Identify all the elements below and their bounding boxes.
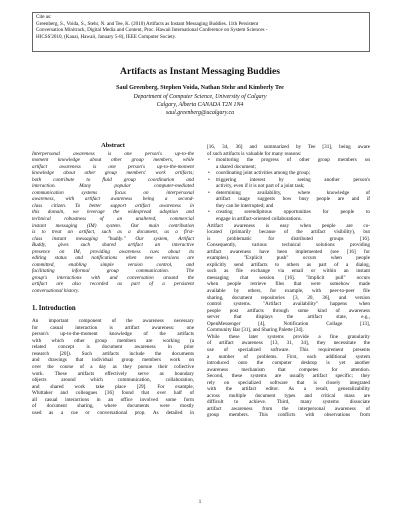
list-item (207, 190, 370, 210)
text-line: communication systems focus on interpersonal (32, 189, 194, 196)
text-line: knowledge about other group members' work artifacts; (32, 170, 194, 177)
text-line: Whittaker and colleagues [36] found that over half of (32, 390, 194, 397)
text-line: is to treat an artifact, such as a document, as a first- (32, 229, 194, 236)
awareness-benefits-list (207, 157, 370, 222)
text-line: of document sharing, where documents were mostly (32, 403, 194, 410)
abstract-text (32, 151, 194, 295)
affiliation-department: Department of Computer Science, University of Calgary (133, 94, 267, 100)
body-text (207, 223, 370, 419)
text-line: moment knowledge about other group members, while (32, 157, 194, 164)
text-line: presence on IM, providing awareness cues about its (32, 248, 194, 255)
text-line: facilitating informal group communication. The (32, 268, 194, 275)
text-line: introduced onto the computer desktop is yet another (207, 360, 370, 367)
text-line: a number of problems. First, each additional system (207, 353, 370, 360)
bullet-icon: • (208, 189, 210, 196)
text-line: difficult to achieve. Third, many systems dissociate (207, 399, 370, 406)
introduction-text (32, 318, 194, 416)
text-line: Buddy, gives such shared artifact an interactive (32, 242, 194, 249)
text-line: explicitly send artifacts to others as part of a dialog, (207, 261, 370, 268)
bullet-icon: • (208, 170, 210, 177)
paper-title: Artifacts as Instant Messaging Buddies (120, 66, 280, 77)
text-line: available by others, for example, with peer-to-peer file (207, 288, 370, 295)
text-line: for casual interaction is artifact awareness: one (32, 324, 194, 331)
text-line: work. These artifacts effectively serve as boundary (32, 370, 194, 377)
text-line: group's interactions with and conversation around the (32, 274, 194, 281)
introduction-heading: 1. Introduction (32, 304, 76, 312)
text-line: artifact awareness from the interpersonal awareness of (207, 405, 370, 412)
text-line: class citizen. To better support artifact awareness in (32, 202, 194, 209)
paper-authors: Saul Greenberg, Stephen Voida, Nathan Stehr and Kimberly Tee (116, 85, 284, 91)
text-line: technical robustness of an unaltered, commercial (32, 216, 194, 223)
text-line: of such artifacts is valuable for many reasons: (207, 150, 302, 157)
author-email: saul.greenberg@ucalgary.ca (165, 110, 235, 116)
bullet-icon: • (208, 157, 210, 164)
text-line: class instant messaging "buddy." Our system, Artifact (32, 235, 194, 242)
citation-line: Cite as: (36, 14, 52, 20)
text-line: with which other group members are working (a (32, 337, 194, 344)
text-line: awareness, with artifact awareness being a second- (32, 196, 194, 203)
text-line: such as file exchange via email or within an instant (207, 268, 370, 275)
abstract-heading: Abstract (101, 142, 125, 149)
text-line: An important component of the awareness necessary (32, 318, 194, 325)
list-item (207, 157, 370, 170)
text-line: awareness mechanism that competes for attention. (207, 366, 370, 373)
citation-line: HICSS'2010, (Kauai, Hawaii, January 5-8), IEEE Computer Society. (36, 33, 177, 40)
text-line: engage in artifact-oriented collaborations. (216, 216, 302, 223)
text-line: messaging chat session [16]. "Implicit pull" occurs (207, 274, 370, 281)
text-line: people post artifacts through some kind of awareness (207, 307, 370, 314)
bullet-icon: • (208, 176, 210, 183)
text-line: artifact awareness have been implemented (see [16] for (207, 248, 370, 255)
text-line: located (primarily because of the artifact visibility), but (207, 229, 370, 236)
text-line: artifact are also recorded as part of a persistent (32, 281, 194, 288)
text-line: when people retrieve files that were somehow made (207, 281, 370, 288)
text-line: Community Bar [31], and Sharing Palette [34]. (207, 327, 304, 334)
text-line: related concept is document awareness in prior (32, 344, 194, 351)
text-line: rely on specialized software that is closely integrated (207, 379, 370, 386)
text-line: group members. This conflicts with observations from (207, 412, 370, 419)
text-line: OpenMessenger [4], Notification Collage [13], (207, 320, 370, 327)
text-line: and shared work take place [29]. For example, (32, 383, 194, 390)
text-line: While these later systems provide a fine granularity (207, 333, 370, 340)
text-line: Second, these systems are usually artifact specific; they (207, 373, 370, 380)
text-line: activity, even if it is not part of a joint task; (216, 183, 305, 190)
text-line: is problematic for distributed groups [16]. (207, 235, 370, 242)
text-line: triggering interest by seeing another person's (216, 176, 370, 183)
text-line: this domain, we leverage the widespread adoption and (32, 209, 194, 216)
text-line: and drawings that individual group members work on (32, 357, 194, 364)
right-column (207, 144, 370, 419)
text-line: examples). "Explicit push" occurs when people (207, 255, 370, 262)
affiliation-city: Calgary, Alberta CANADA T2N 1N4 (156, 102, 244, 108)
text-line: coordinating joint activities among the group; (216, 170, 311, 177)
left-column (32, 143, 194, 416)
text-line: all casual interactions in an office involved some form (32, 396, 194, 403)
text-line: research [20]). Such artifacts include the documents (32, 350, 194, 357)
text-line: of artifact awareness [13, 31, 34], they necessitate the (207, 340, 370, 347)
text-line: conversational history. (32, 288, 80, 295)
list-item (207, 209, 370, 222)
text-line: creating serendipitous opportunities for people to (216, 209, 370, 216)
text-line: they can be interrupted; and (216, 202, 274, 209)
text-line: with the artifact editor. As a result, generalizability (207, 386, 370, 393)
text-line: control systems. "Artifact availability" happens when (207, 301, 370, 308)
citation-line: Conversation Minitrack, Digital Media and Content, Proc. Hawaii International Conference on System Sciences - (36, 27, 268, 34)
awareness-intro-text (207, 144, 370, 157)
text-line: committed, enabling simple version control, and (32, 261, 194, 268)
text-line: person's up-to-the-moment knowledge of the artifacts (32, 331, 194, 338)
text-line: artifact awareness is one person's up-to-the-moment (32, 163, 194, 170)
text-line: across multiple document types and critical mass are (207, 392, 370, 399)
text-line: editing status and notifications when new versions are (32, 255, 194, 262)
text-line: interaction. Many popular computer-mediated (32, 183, 194, 190)
text-line: [16, 34, 36] and summarized by Tee [31], being aware (207, 144, 370, 150)
text-line: over the course of a day as they pursue their collective (32, 363, 194, 370)
text-line: Consequently, various technical solutions providing (207, 242, 370, 249)
text-line: a shared document; (216, 163, 256, 170)
list-item (207, 177, 370, 190)
text-line: instant messaging (IM) system. Our main contribution (32, 222, 194, 229)
text-line: artifact usage suggests how busy people are and if (216, 196, 370, 203)
bullet-icon: • (208, 209, 210, 216)
text-line: objects around which communication, collaboration, (32, 377, 194, 384)
citation-line: Greenberg, S., Voida, S., Stehr, N. and Tee, K. (2010) Artifacts as Instant Messaging Buddies. 11th Persistent (36, 20, 259, 27)
citation-box (32, 12, 370, 52)
text-line: both contribute to fluid group coordination and (32, 176, 194, 183)
text-line: Interpersonal awareness is one person's up-to-the (32, 150, 194, 157)
text-line: sharing, document repositories [3, 20, 36], and version (207, 294, 370, 301)
page-number: 1 (198, 499, 202, 505)
text-line: used as a cue or conversational prop. As detailed in (32, 409, 194, 416)
text-line: determining availability, where knowledge of (216, 189, 370, 196)
text-line: server that displays the artifact state, e.g., (207, 314, 370, 321)
text-line: monitoring the progress of other group members on (216, 157, 370, 164)
text-line: use of specialized software. This requirement presents (207, 346, 370, 353)
text-line: Artifact awareness is easy when people are co- (207, 222, 370, 229)
